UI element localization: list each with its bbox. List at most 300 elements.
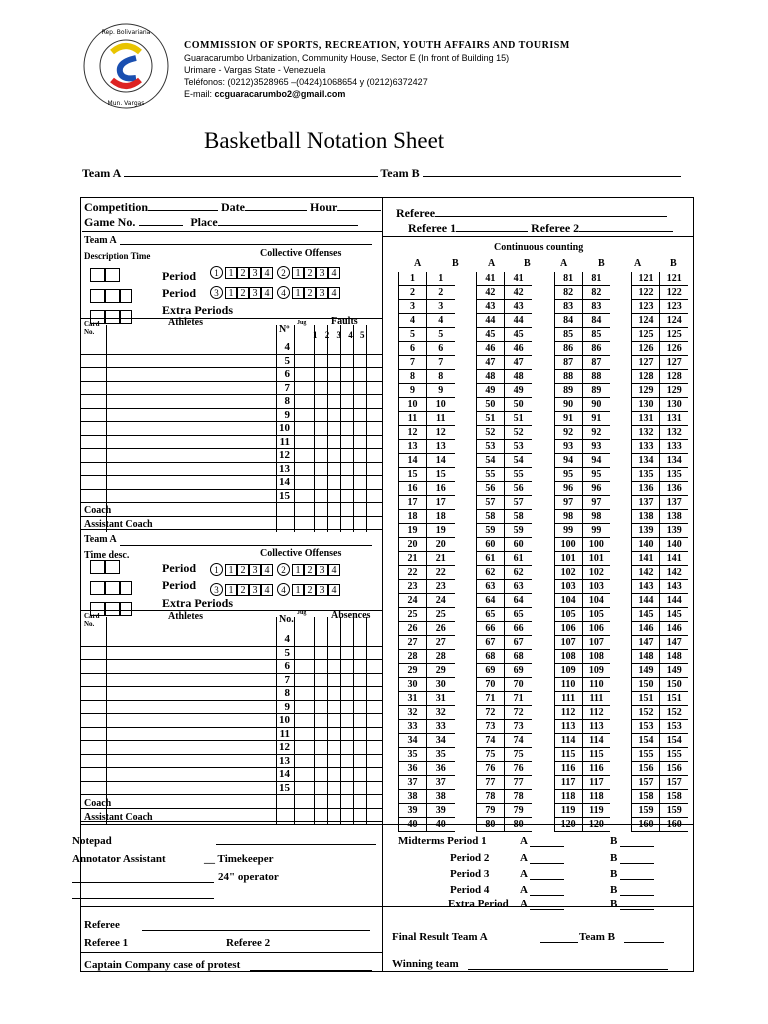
count-cell-a[interactable]: 10: [399, 398, 427, 412]
count-cell-b[interactable]: 133: [660, 440, 688, 454]
count-cell-b[interactable]: 17: [427, 496, 455, 510]
count-cell-b[interactable]: 46: [504, 342, 532, 356]
count-cell-b[interactable]: 128: [660, 370, 688, 384]
count-cell-a[interactable]: 110: [554, 678, 582, 692]
count-cell-b[interactable]: 135: [660, 468, 688, 482]
midterm-a-field[interactable]: [530, 863, 564, 864]
count-cell-a[interactable]: 46: [476, 342, 504, 356]
count-cell-a[interactable]: 135: [632, 468, 660, 482]
count-cell-b[interactable]: 118: [582, 790, 610, 804]
team-b-row[interactable]: [80, 701, 382, 715]
team-b-row[interactable]: [80, 687, 382, 701]
count-cell-b[interactable]: 107: [582, 636, 610, 650]
count-cell-b[interactable]: 38: [427, 790, 455, 804]
count-cell-a[interactable]: 20: [399, 538, 427, 552]
count-cell-b[interactable]: 56: [504, 482, 532, 496]
team-a-row[interactable]: [80, 368, 382, 382]
midterm-a-field[interactable]: [530, 895, 564, 896]
count-cell-a[interactable]: 22: [399, 566, 427, 580]
count-cell-a[interactable]: 93: [554, 440, 582, 454]
count-cell-a[interactable]: 65: [476, 608, 504, 622]
count-cell-a[interactable]: 146: [632, 622, 660, 636]
count-cell-a[interactable]: 60: [476, 538, 504, 552]
count-cell-b[interactable]: 73: [504, 720, 532, 734]
count-cell-a[interactable]: 87: [554, 356, 582, 370]
count-cell-a[interactable]: 97: [554, 496, 582, 510]
count-cell-b[interactable]: 2: [427, 286, 455, 300]
count-cell-b[interactable]: 104: [582, 594, 610, 608]
team-a-row[interactable]: [80, 382, 382, 396]
count-cell-a[interactable]: 125: [632, 328, 660, 342]
count-cell-a[interactable]: 105: [554, 608, 582, 622]
count-cell-b[interactable]: 81: [582, 272, 610, 286]
count-cell-a[interactable]: 73: [476, 720, 504, 734]
count-cell-a[interactable]: 70: [476, 678, 504, 692]
count-cell-b[interactable]: 8: [427, 370, 455, 384]
count-cell-a[interactable]: 40: [399, 818, 427, 832]
count-cell-b[interactable]: 65: [504, 608, 532, 622]
count-cell-a[interactable]: 53: [476, 440, 504, 454]
count-cell-b[interactable]: 35: [427, 748, 455, 762]
count-cell-a[interactable]: 156: [632, 762, 660, 776]
count-cell-a[interactable]: 116: [554, 762, 582, 776]
count-cell-b[interactable]: 142: [660, 566, 688, 580]
count-cell-a[interactable]: 108: [554, 650, 582, 664]
count-cell-a[interactable]: 74: [476, 734, 504, 748]
count-cell-b[interactable]: 62: [504, 566, 532, 580]
count-cell-b[interactable]: 143: [660, 580, 688, 594]
count-cell-b[interactable]: 40: [427, 818, 455, 832]
count-cell-b[interactable]: 9: [427, 384, 455, 398]
count-cell-b[interactable]: 3: [427, 300, 455, 314]
count-cell-b[interactable]: 156: [660, 762, 688, 776]
team-a-row[interactable]: [80, 463, 382, 477]
count-cell-b[interactable]: 140: [660, 538, 688, 552]
midterm-b-field[interactable]: [620, 846, 654, 847]
count-cell-b[interactable]: 59: [504, 524, 532, 538]
count-cell-a[interactable]: 152: [632, 706, 660, 720]
team-b-row[interactable]: [80, 782, 382, 796]
count-cell-b[interactable]: 44: [504, 314, 532, 328]
count-cell-b[interactable]: 45: [504, 328, 532, 342]
count-cell-b[interactable]: 51: [504, 412, 532, 426]
team-b-row[interactable]: [80, 755, 382, 769]
count-cell-b[interactable]: 55: [504, 468, 532, 482]
count-cell-b[interactable]: 5: [427, 328, 455, 342]
count-cell-b[interactable]: 93: [582, 440, 610, 454]
count-cell-a[interactable]: 9: [399, 384, 427, 398]
count-cell-a[interactable]: 92: [554, 426, 582, 440]
count-cell-b[interactable]: 67: [504, 636, 532, 650]
count-cell-a[interactable]: 47: [476, 356, 504, 370]
count-cell-a[interactable]: 15: [399, 468, 427, 482]
count-cell-b[interactable]: 101: [582, 552, 610, 566]
count-cell-b[interactable]: 60: [504, 538, 532, 552]
count-cell-b[interactable]: 79: [504, 804, 532, 818]
team-b-row[interactable]: [80, 795, 382, 809]
midterm-b-field[interactable]: [620, 863, 654, 864]
count-cell-a[interactable]: 98: [554, 510, 582, 524]
count-cell-b[interactable]: 78: [504, 790, 532, 804]
count-cell-a[interactable]: 75: [476, 748, 504, 762]
count-cell-b[interactable]: 88: [582, 370, 610, 384]
count-cell-b[interactable]: 20: [427, 538, 455, 552]
team-b-row[interactable]: [80, 633, 382, 647]
count-cell-a[interactable]: 34: [399, 734, 427, 748]
count-cell-a[interactable]: 90: [554, 398, 582, 412]
count-cell-b[interactable]: 120: [582, 818, 610, 832]
count-cell-b[interactable]: 111: [582, 692, 610, 706]
count-cell-a[interactable]: 159: [632, 804, 660, 818]
count-cell-b[interactable]: 71: [504, 692, 532, 706]
count-cell-a[interactable]: 2: [399, 286, 427, 300]
count-cell-a[interactable]: 38: [399, 790, 427, 804]
count-cell-a[interactable]: 5: [399, 328, 427, 342]
midterm-b-field[interactable]: [620, 879, 654, 880]
count-cell-b[interactable]: 10: [427, 398, 455, 412]
count-cell-a[interactable]: 96: [554, 482, 582, 496]
count-cell-b[interactable]: 141: [660, 552, 688, 566]
count-cell-b[interactable]: 42: [504, 286, 532, 300]
count-cell-b[interactable]: 16: [427, 482, 455, 496]
team-b-field[interactable]: [423, 176, 681, 177]
midterm-b-field[interactable]: [620, 895, 654, 896]
count-cell-a[interactable]: 49: [476, 384, 504, 398]
count-cell-a[interactable]: 37: [399, 776, 427, 790]
team-b-row[interactable]: [80, 741, 382, 755]
count-cell-b[interactable]: 33: [427, 720, 455, 734]
count-cell-a[interactable]: 151: [632, 692, 660, 706]
count-cell-a[interactable]: 117: [554, 776, 582, 790]
count-cell-b[interactable]: 68: [504, 650, 532, 664]
count-cell-b[interactable]: 108: [582, 650, 610, 664]
count-cell-a[interactable]: 88: [554, 370, 582, 384]
team-a-field[interactable]: [124, 176, 378, 177]
count-cell-b[interactable]: 74: [504, 734, 532, 748]
count-cell-b[interactable]: 136: [660, 482, 688, 496]
count-cell-a[interactable]: 50: [476, 398, 504, 412]
count-cell-a[interactable]: 80: [476, 818, 504, 832]
count-cell-b[interactable]: 92: [582, 426, 610, 440]
count-cell-b[interactable]: 122: [660, 286, 688, 300]
count-cell-a[interactable]: 56: [476, 482, 504, 496]
count-cell-b[interactable]: 27: [427, 636, 455, 650]
count-cell-a[interactable]: 122: [632, 286, 660, 300]
count-cell-a[interactable]: 55: [476, 468, 504, 482]
count-cell-b[interactable]: 66: [504, 622, 532, 636]
count-cell-b[interactable]: 96: [582, 482, 610, 496]
count-cell-b[interactable]: 30: [427, 678, 455, 692]
count-cell-a[interactable]: 83: [554, 300, 582, 314]
count-cell-b[interactable]: 11: [427, 412, 455, 426]
count-cell-a[interactable]: 1: [399, 272, 427, 286]
count-cell-a[interactable]: 95: [554, 468, 582, 482]
count-cell-a[interactable]: 104: [554, 594, 582, 608]
count-cell-a[interactable]: 12: [399, 426, 427, 440]
count-cell-a[interactable]: 35: [399, 748, 427, 762]
count-cell-a[interactable]: 111: [554, 692, 582, 706]
count-cell-b[interactable]: 26: [427, 622, 455, 636]
count-cell-b[interactable]: 94: [582, 454, 610, 468]
count-cell-b[interactable]: 24: [427, 594, 455, 608]
team-b-row[interactable]: [80, 660, 382, 674]
count-cell-b[interactable]: 39: [427, 804, 455, 818]
count-cell-a[interactable]: 120: [554, 818, 582, 832]
count-cell-b[interactable]: 145: [660, 608, 688, 622]
count-cell-b[interactable]: 127: [660, 356, 688, 370]
count-cell-a[interactable]: 16: [399, 482, 427, 496]
team-a-row[interactable]: [80, 449, 382, 463]
count-cell-a[interactable]: 91: [554, 412, 582, 426]
count-cell-a[interactable]: 67: [476, 636, 504, 650]
count-cell-b[interactable]: 31: [427, 692, 455, 706]
count-cell-a[interactable]: 30: [399, 678, 427, 692]
count-cell-b[interactable]: 152: [660, 706, 688, 720]
count-cell-a[interactable]: 150: [632, 678, 660, 692]
count-cell-a[interactable]: 126: [632, 342, 660, 356]
count-cell-a[interactable]: 78: [476, 790, 504, 804]
count-cell-b[interactable]: 72: [504, 706, 532, 720]
count-cell-b[interactable]: 76: [504, 762, 532, 776]
count-cell-a[interactable]: 141: [632, 552, 660, 566]
count-cell-b[interactable]: 21: [427, 552, 455, 566]
period-grid-b[interactable]: 1 1 2 3 4 2 1 2 3 4 3 1 2 3 4 4 1 2 3 4: [210, 560, 340, 598]
count-cell-b[interactable]: 124: [660, 314, 688, 328]
count-cell-b[interactable]: 57: [504, 496, 532, 510]
count-cell-b[interactable]: 126: [660, 342, 688, 356]
count-cell-b[interactable]: 155: [660, 748, 688, 762]
count-cell-b[interactable]: 52: [504, 426, 532, 440]
count-cell-b[interactable]: 129: [660, 384, 688, 398]
count-cell-b[interactable]: 97: [582, 496, 610, 510]
count-cell-a[interactable]: 18: [399, 510, 427, 524]
team-a-row[interactable]: [80, 436, 382, 450]
count-cell-b[interactable]: 83: [582, 300, 610, 314]
count-cell-b[interactable]: 147: [660, 636, 688, 650]
count-cell-a[interactable]: 21: [399, 552, 427, 566]
count-cell-b[interactable]: 121: [660, 272, 688, 286]
count-cell-b[interactable]: 12: [427, 426, 455, 440]
count-cell-b[interactable]: 50: [504, 398, 532, 412]
count-cell-a[interactable]: 72: [476, 706, 504, 720]
count-cell-a[interactable]: 26: [399, 622, 427, 636]
count-cell-b[interactable]: 112: [582, 706, 610, 720]
count-cell-b[interactable]: 106: [582, 622, 610, 636]
count-cell-a[interactable]: 103: [554, 580, 582, 594]
midterm-b-field[interactable]: [620, 909, 654, 910]
count-cell-a[interactable]: 112: [554, 706, 582, 720]
count-cell-b[interactable]: 64: [504, 594, 532, 608]
count-cell-b[interactable]: 114: [582, 734, 610, 748]
count-cell-a[interactable]: 24: [399, 594, 427, 608]
period-grid-a[interactable]: 1 1 2 3 4 2 1 2 3 4 3 1 2 3 4 4 1 2 3 4: [210, 263, 340, 301]
count-cell-b[interactable]: 75: [504, 748, 532, 762]
count-cell-b[interactable]: 160: [660, 818, 688, 832]
count-cell-b[interactable]: 23: [427, 580, 455, 594]
count-cell-a[interactable]: 31: [399, 692, 427, 706]
team-b-row[interactable]: [80, 728, 382, 742]
count-cell-a[interactable]: 64: [476, 594, 504, 608]
count-cell-a[interactable]: 149: [632, 664, 660, 678]
count-cell-b[interactable]: 105: [582, 608, 610, 622]
team-b-row[interactable]: [80, 768, 382, 782]
count-cell-a[interactable]: 102: [554, 566, 582, 580]
count-cell-a[interactable]: 157: [632, 776, 660, 790]
count-cell-a[interactable]: 36: [399, 762, 427, 776]
count-cell-b[interactable]: 123: [660, 300, 688, 314]
count-cell-b[interactable]: 150: [660, 678, 688, 692]
count-cell-b[interactable]: 47: [504, 356, 532, 370]
count-cell-a[interactable]: 44: [476, 314, 504, 328]
count-cell-a[interactable]: 4: [399, 314, 427, 328]
count-cell-a[interactable]: 123: [632, 300, 660, 314]
count-cell-b[interactable]: 144: [660, 594, 688, 608]
count-cell-a[interactable]: 107: [554, 636, 582, 650]
team-a-row[interactable]: [80, 341, 382, 355]
count-cell-a[interactable]: 45: [476, 328, 504, 342]
count-cell-b[interactable]: 89: [582, 384, 610, 398]
count-cell-a[interactable]: 19: [399, 524, 427, 538]
count-cell-a[interactable]: 32: [399, 706, 427, 720]
count-cell-b[interactable]: 153: [660, 720, 688, 734]
team-a-row[interactable]: [80, 490, 382, 504]
count-cell-a[interactable]: 59: [476, 524, 504, 538]
count-cell-a[interactable]: 143: [632, 580, 660, 594]
count-cell-b[interactable]: 109: [582, 664, 610, 678]
count-cell-a[interactable]: 101: [554, 552, 582, 566]
count-cell-b[interactable]: 85: [582, 328, 610, 342]
count-cell-a[interactable]: 43: [476, 300, 504, 314]
team-a-row[interactable]: [80, 422, 382, 436]
count-cell-b[interactable]: 139: [660, 524, 688, 538]
count-cell-b[interactable]: 18: [427, 510, 455, 524]
count-cell-a[interactable]: 137: [632, 496, 660, 510]
count-cell-a[interactable]: 144: [632, 594, 660, 608]
count-cell-b[interactable]: 6: [427, 342, 455, 356]
count-cell-b[interactable]: 154: [660, 734, 688, 748]
count-cell-a[interactable]: 119: [554, 804, 582, 818]
count-cell-a[interactable]: 54: [476, 454, 504, 468]
count-cell-a[interactable]: 109: [554, 664, 582, 678]
count-cell-a[interactable]: 25: [399, 608, 427, 622]
count-cell-a[interactable]: 85: [554, 328, 582, 342]
count-cell-a[interactable]: 124: [632, 314, 660, 328]
count-cell-a[interactable]: 76: [476, 762, 504, 776]
count-cell-a[interactable]: 41: [476, 272, 504, 286]
count-cell-b[interactable]: 14: [427, 454, 455, 468]
count-cell-a[interactable]: 145: [632, 608, 660, 622]
count-cell-a[interactable]: 11: [399, 412, 427, 426]
count-cell-a[interactable]: 153: [632, 720, 660, 734]
count-cell-a[interactable]: 147: [632, 636, 660, 650]
count-cell-b[interactable]: 130: [660, 398, 688, 412]
count-cell-b[interactable]: 7: [427, 356, 455, 370]
count-cell-b[interactable]: 28: [427, 650, 455, 664]
count-cell-a[interactable]: 160: [632, 818, 660, 832]
count-cell-a[interactable]: 71: [476, 692, 504, 706]
count-cell-b[interactable]: 100: [582, 538, 610, 552]
count-cell-a[interactable]: 99: [554, 524, 582, 538]
count-cell-b[interactable]: 117: [582, 776, 610, 790]
count-cell-b[interactable]: 63: [504, 580, 532, 594]
count-cell-a[interactable]: 114: [554, 734, 582, 748]
count-cell-a[interactable]: 138: [632, 510, 660, 524]
count-cell-a[interactable]: 139: [632, 524, 660, 538]
count-cell-a[interactable]: 29: [399, 664, 427, 678]
count-cell-b[interactable]: 69: [504, 664, 532, 678]
count-cell-b[interactable]: 53: [504, 440, 532, 454]
count-cell-b[interactable]: 146: [660, 622, 688, 636]
count-cell-a[interactable]: 69: [476, 664, 504, 678]
midterm-a-field[interactable]: [530, 846, 564, 847]
count-cell-a[interactable]: 113: [554, 720, 582, 734]
count-cell-b[interactable]: 157: [660, 776, 688, 790]
count-cell-b[interactable]: 80: [504, 818, 532, 832]
count-cell-a[interactable]: 62: [476, 566, 504, 580]
count-cell-b[interactable]: 148: [660, 650, 688, 664]
count-cell-a[interactable]: 148: [632, 650, 660, 664]
count-cell-b[interactable]: 48: [504, 370, 532, 384]
count-cell-a[interactable]: 127: [632, 356, 660, 370]
count-cell-a[interactable]: 39: [399, 804, 427, 818]
team-a-row[interactable]: [80, 409, 382, 423]
count-cell-b[interactable]: 13: [427, 440, 455, 454]
count-cell-b[interactable]: 43: [504, 300, 532, 314]
count-cell-a[interactable]: 133: [632, 440, 660, 454]
count-cell-a[interactable]: 106: [554, 622, 582, 636]
count-cell-a[interactable]: 136: [632, 482, 660, 496]
count-cell-b[interactable]: 131: [660, 412, 688, 426]
count-cell-b[interactable]: 113: [582, 720, 610, 734]
count-cell-a[interactable]: 68: [476, 650, 504, 664]
count-cell-a[interactable]: 61: [476, 552, 504, 566]
count-cell-b[interactable]: 41: [504, 272, 532, 286]
count-cell-a[interactable]: 51: [476, 412, 504, 426]
count-cell-b[interactable]: 37: [427, 776, 455, 790]
count-cell-a[interactable]: 52: [476, 426, 504, 440]
count-cell-a[interactable]: 28: [399, 650, 427, 664]
count-cell-a[interactable]: 7: [399, 356, 427, 370]
count-cell-b[interactable]: 36: [427, 762, 455, 776]
count-cell-a[interactable]: 132: [632, 426, 660, 440]
count-cell-b[interactable]: 110: [582, 678, 610, 692]
count-cell-a[interactable]: 77: [476, 776, 504, 790]
count-cell-a[interactable]: 81: [554, 272, 582, 286]
count-cell-b[interactable]: 22: [427, 566, 455, 580]
count-cell-b[interactable]: 1: [427, 272, 455, 286]
count-cell-a[interactable]: 82: [554, 286, 582, 300]
count-cell-a[interactable]: 84: [554, 314, 582, 328]
count-cell-a[interactable]: 3: [399, 300, 427, 314]
count-cell-b[interactable]: 77: [504, 776, 532, 790]
count-cell-a[interactable]: 63: [476, 580, 504, 594]
count-cell-b[interactable]: 19: [427, 524, 455, 538]
team-a-row[interactable]: [80, 503, 382, 517]
count-cell-a[interactable]: 86: [554, 342, 582, 356]
count-cell-b[interactable]: 70: [504, 678, 532, 692]
count-cell-a[interactable]: 100: [554, 538, 582, 552]
count-cell-b[interactable]: 32: [427, 706, 455, 720]
count-cell-a[interactable]: 118: [554, 790, 582, 804]
count-cell-b[interactable]: 15: [427, 468, 455, 482]
count-cell-a[interactable]: 79: [476, 804, 504, 818]
count-cell-b[interactable]: 25: [427, 608, 455, 622]
count-cell-b[interactable]: 132: [660, 426, 688, 440]
count-cell-b[interactable]: 86: [582, 342, 610, 356]
count-cell-b[interactable]: 125: [660, 328, 688, 342]
count-cell-a[interactable]: 14: [399, 454, 427, 468]
count-cell-b[interactable]: 137: [660, 496, 688, 510]
